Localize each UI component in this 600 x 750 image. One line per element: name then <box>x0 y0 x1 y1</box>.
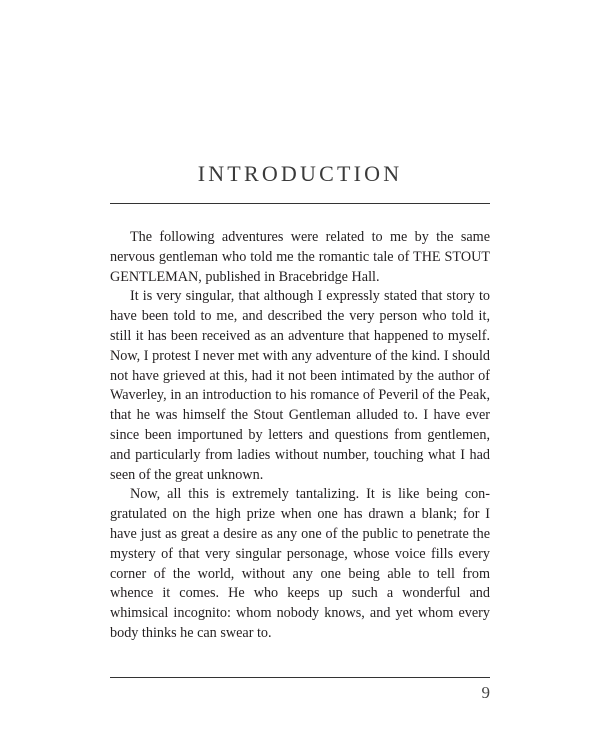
paragraph-3: Now, all this is extremely tantalizing. It is like being congratulated on the high prize when one has drawn a blank; for I have just as great a desire as any one of the public to penetrate the mystery of that very singular personage, whose voice fills every corner of the world, without any one being able to tell from whence it comes. He who keeps up such a wonderful and whimsical incognito: whom nobody knows, and yet whom every body thinks he can swear to. <box>110 486 490 641</box>
footer-rule <box>110 677 490 678</box>
paragraph-2: It is very singular, that although I expressly stated that story to have been told to me, and described the very person who told it, still it has been received as an adventure that happened to myself. Now, I protest I never met with any adventure of the kind. I should not have grieved at this, had it not been intimated by the author of Waverley, in an introduction to his romance of Peveril of the Peak, that he was himself the Stout Gentleman alluded to. I have ever since been importuned by letters and questions from gentlemen, and particularly from ladies without number, touching what I had seen of the great unknown. <box>110 288 490 483</box>
chapter-title: INTRODUCTION <box>197 161 403 186</box>
title-rule <box>110 203 490 204</box>
body-text <box>110 228 490 644</box>
page-number: 9 <box>481 683 490 702</box>
paragraph-1: The following adventures were related to me by the same nervous gentleman who told me the romantic tale of THE STOUT GENTLEMAN, published in Bracebridge Hall. <box>110 229 490 285</box>
